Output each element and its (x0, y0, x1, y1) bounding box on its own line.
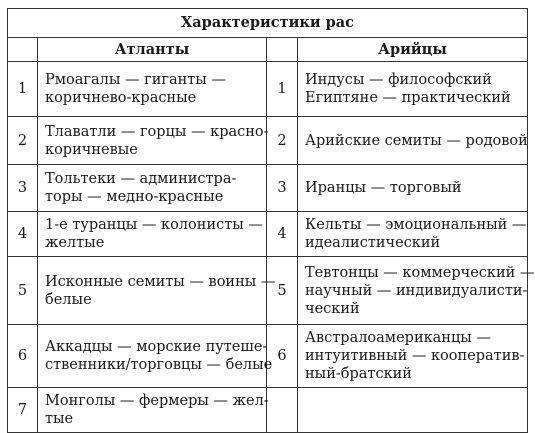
row-number-right: 6 (267, 325, 298, 388)
row-number-right: 1 (267, 62, 298, 117)
row-number-right: 5 (267, 257, 298, 325)
row-number-left: 6 (8, 325, 38, 388)
table-row (8, 257, 528, 325)
cell-line: коричневые (45, 141, 138, 158)
cell-line: Монголы — фермеры — жел- (45, 393, 269, 409)
row-number-right (267, 388, 298, 433)
row-number-left: 5 (8, 257, 38, 325)
header-num-right (267, 38, 298, 62)
atlantean-race-cell (38, 257, 276, 325)
table-row (8, 325, 528, 388)
cell-line: Тевтонцы — коммерческий — (305, 264, 535, 281)
cell-line: Аккадцы — морские путеше- (45, 339, 268, 355)
atlantean-race-cell (38, 388, 267, 433)
cell-line: Арийские семиты — родовой (305, 132, 528, 149)
aryan-race-cell (298, 62, 528, 117)
table-title: Характеристики рас (8, 9, 528, 38)
cell-line: Индусы — философский (305, 72, 492, 88)
table-row (8, 212, 528, 257)
atlantean-race-cell (38, 212, 267, 257)
cell-line: Тольтеки — администра- (45, 171, 237, 187)
cell-line: желтые (45, 235, 105, 251)
aryan-race-cell (298, 212, 528, 257)
row-number-right: 2 (267, 117, 298, 165)
aryan-race-cell (298, 117, 528, 165)
row-number-left: 1 (8, 62, 38, 117)
row-number-left: 3 (8, 165, 38, 212)
cell-line: коричнево-красные (45, 90, 197, 106)
cell-line: Исконные семиты — воины — (45, 273, 276, 290)
cell-line: идеалистический (305, 235, 441, 251)
cell-line: Рмоагалы — гиганты — (45, 72, 226, 88)
cell-line: научный — индивидуалисти- (305, 282, 528, 299)
cell-line: тые (45, 411, 74, 427)
atlantean-race-cell (38, 62, 267, 117)
cell-line: Австралоамериканцы — (305, 330, 491, 346)
aryan-race-cell (298, 165, 528, 212)
cell-line: интуитивный — кооператив- (305, 348, 525, 364)
cell-line: Тлаватли — горцы — красно- (45, 123, 269, 140)
cell-line: Иранцы — торговый (305, 180, 462, 196)
cell-line: белые (45, 291, 92, 308)
races-table (7, 8, 535, 433)
aryan-race-cell (298, 257, 535, 325)
cell-line: Кельты — эмоциональный — (305, 217, 527, 233)
cell-line: ственники/торговцы — белые (45, 357, 273, 373)
aryan-race-cell (298, 325, 528, 388)
table-row (8, 165, 528, 212)
table-row (8, 62, 528, 117)
cell-line: ческий (305, 300, 360, 317)
table-row (8, 388, 528, 433)
row-number-right: 3 (267, 165, 298, 212)
atlantean-race-cell (38, 117, 267, 165)
cell-line: ный-братский (305, 366, 412, 382)
atlantean-race-cell (38, 325, 273, 388)
row-number-left: 2 (8, 117, 38, 165)
header-num-left (8, 38, 38, 62)
row-number-left: 7 (8, 388, 38, 433)
atlantean-race-cell (38, 165, 267, 212)
row-number-left: 4 (8, 212, 38, 257)
cell-line: 1-е туранцы — колонисты — (45, 217, 263, 233)
header-aryans: Арийцы (298, 38, 528, 62)
aryan-race-cell (298, 388, 528, 433)
header-atlanteans: Атланты (38, 38, 267, 62)
cell-line: торы — медно-красные (45, 189, 224, 205)
row-number-right: 4 (267, 212, 298, 257)
table-row (8, 117, 528, 165)
cell-line: Египтяне — практический (305, 90, 511, 106)
